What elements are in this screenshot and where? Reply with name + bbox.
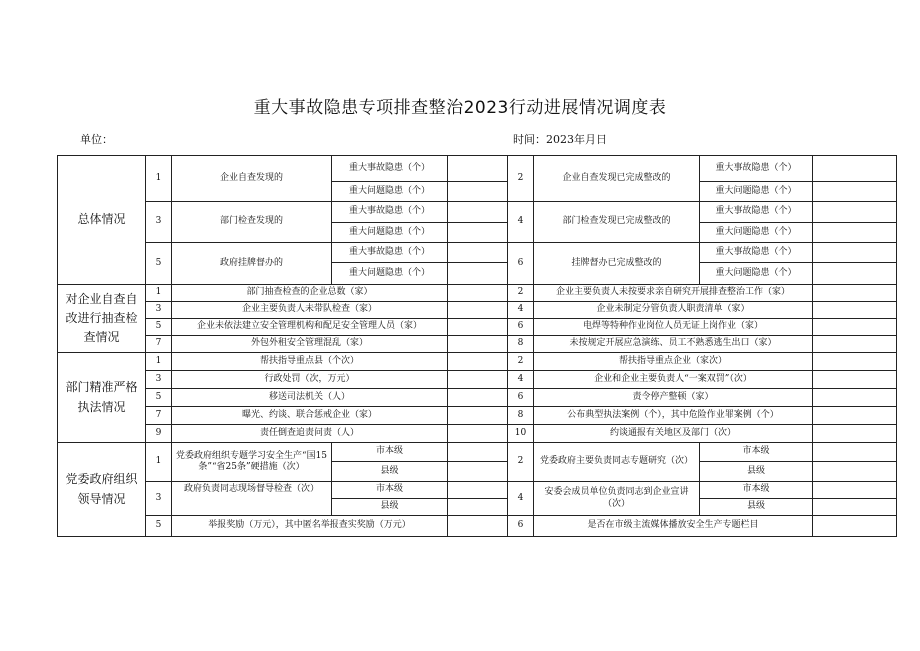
item-label: 公布典型执法案例（个），其中危险作业罪案例（个） [534, 407, 813, 425]
row-number: 1 [146, 285, 172, 302]
item-label: 责任倒查追责问责（人） [172, 425, 448, 443]
value-cell[interactable] [448, 302, 508, 319]
row-number: 6 [508, 243, 534, 285]
schedule-table [57, 155, 897, 537]
value-cell[interactable] [448, 182, 508, 202]
value-cell[interactable] [813, 482, 897, 499]
row-number: 5 [146, 319, 172, 336]
item-label: 企业自查发现已完成整改的 [534, 156, 700, 202]
value-cell[interactable] [813, 223, 897, 243]
row-number: 4 [508, 482, 534, 516]
sub-label: 重大事故隐患（个） [700, 243, 813, 263]
sub-label: 市本级 [332, 482, 448, 499]
sub-label: 重大事故隐患（个） [700, 202, 813, 223]
item-label: 电焊等特种作业岗位人员无证上岗作业（家） [534, 319, 813, 336]
page-title: 重大事故隐患专项排查整治2023行动进展情况调度表 [253, 98, 667, 118]
item-label: 部门检查发现的 [172, 202, 332, 243]
section-dept-enforcement: 部门精准严格执法情况 [58, 353, 146, 443]
sub-label: 县级 [332, 462, 448, 482]
row-number: 6 [508, 389, 534, 407]
value-cell[interactable] [448, 425, 508, 443]
time-label: 时间：2023年月日 [513, 133, 607, 146]
value-cell[interactable] [448, 499, 508, 516]
value-cell[interactable] [448, 243, 508, 263]
row-number: 4 [508, 302, 534, 319]
value-cell[interactable] [813, 389, 897, 407]
value-cell[interactable] [448, 462, 508, 482]
item-label: 企业未依法建立安全管理机构和配足安全管理人员（家） [172, 319, 448, 336]
value-cell[interactable] [448, 407, 508, 425]
value-cell[interactable] [813, 353, 897, 371]
value-cell[interactable] [813, 302, 897, 319]
sub-label: 重大事故隐患（个） [332, 156, 448, 182]
item-label: 举报奖励（万元），其中匿名举报查实奖励（万元） [172, 516, 448, 537]
value-cell[interactable] [813, 443, 897, 462]
row-number: 5 [146, 243, 172, 285]
value-cell[interactable] [813, 285, 897, 302]
value-cell[interactable] [813, 462, 897, 482]
item-label: 部门检查发现已完成整改的 [534, 202, 700, 243]
row-number: 2 [508, 285, 534, 302]
sub-label: 县级 [332, 499, 448, 516]
row-number: 1 [146, 156, 172, 202]
section-party-leadership: 党委政府组织领导情况 [58, 443, 146, 537]
value-cell[interactable] [448, 389, 508, 407]
row-number: 8 [508, 336, 534, 353]
value-cell[interactable] [813, 499, 897, 516]
value-cell[interactable] [448, 263, 508, 285]
value-cell[interactable] [813, 202, 897, 223]
value-cell[interactable] [448, 223, 508, 243]
item-label: 帮扶指导重点县（个次） [172, 353, 448, 371]
item-label: 企业未制定分管负责人职责清单（家） [534, 302, 813, 319]
value-cell[interactable] [448, 516, 508, 537]
item-label: 政府负责同志现场督导检查（次） [172, 482, 332, 516]
value-cell[interactable] [813, 319, 897, 336]
item-label: 外包外租安全管理混乱（家） [172, 336, 448, 353]
value-cell[interactable] [813, 243, 897, 263]
value-cell[interactable] [813, 336, 897, 353]
value-cell[interactable] [813, 516, 897, 537]
row-number: 3 [146, 302, 172, 319]
value-cell[interactable] [448, 336, 508, 353]
row-number: 7 [146, 407, 172, 425]
item-label: 企业主要负责人未按要求亲自研究开展排查整治工作（家） [534, 285, 813, 302]
row-number: 6 [508, 516, 534, 537]
item-label: 曝光、约谈、联合惩戒企业（家） [172, 407, 448, 425]
sub-label: 重大事故隐患（个） [332, 202, 448, 223]
value-cell[interactable] [448, 443, 508, 462]
row-number: 5 [146, 389, 172, 407]
item-label: 企业主要负责人未带队检查（家） [172, 302, 448, 319]
item-label: 挂牌督办已完成整改的 [534, 243, 700, 285]
row-number: 1 [146, 443, 172, 482]
value-cell[interactable] [813, 182, 897, 202]
row-number: 7 [146, 336, 172, 353]
section-overall: 总体情况 [58, 156, 146, 285]
unit-label: 单位： [80, 133, 113, 146]
value-cell[interactable] [813, 263, 897, 285]
row-number: 4 [508, 371, 534, 389]
value-cell[interactable] [448, 482, 508, 499]
value-cell[interactable] [448, 156, 508, 182]
row-number: 4 [508, 202, 534, 243]
row-number: 8 [508, 407, 534, 425]
sub-label: 重大问题隐患（个） [700, 182, 813, 202]
item-label: 党委政府主要负责同志专题研究（次） [534, 443, 700, 482]
row-number: 9 [146, 425, 172, 443]
value-cell[interactable] [448, 371, 508, 389]
item-label: 责令停产整顿（家） [534, 389, 813, 407]
value-cell[interactable] [813, 425, 897, 443]
value-cell[interactable] [448, 202, 508, 223]
sub-label: 市本级 [700, 482, 813, 499]
value-cell[interactable] [448, 285, 508, 302]
item-label: 是否在市级主流媒体播放安全生产专题栏目 [534, 516, 813, 537]
section-enterprise-check: 对企业自查自改进行抽查检查情况 [58, 285, 146, 353]
value-cell[interactable] [448, 353, 508, 371]
sub-label: 重大问题隐患（个） [332, 263, 448, 285]
item-label: 企业和企业主要负责人“一案双罚”（次） [534, 371, 813, 389]
row-number: 1 [146, 353, 172, 371]
sub-label: 县级 [700, 462, 813, 482]
sub-label: 重大问题隐患（个） [332, 223, 448, 243]
row-number: 2 [508, 353, 534, 371]
value-cell[interactable] [448, 319, 508, 336]
item-label: 行政处罚（次，万元） [172, 371, 448, 389]
item-label: 移送司法机关（人） [172, 389, 448, 407]
sub-label: 县级 [700, 499, 813, 516]
item-label: 企业自查发现的 [172, 156, 332, 202]
item-label: 未按规定开展应急演练、员工不熟悉逃生出口（家） [534, 336, 813, 353]
sub-label: 重大问题隐患（个） [700, 223, 813, 243]
value-cell[interactable] [813, 407, 897, 425]
sub-label: 市本级 [332, 443, 448, 462]
item-label: 部门抽查检查的企业总数（家） [172, 285, 448, 302]
item-label: 帮扶指导重点企业（家次） [534, 353, 813, 371]
row-number: 6 [508, 319, 534, 336]
row-number: 5 [146, 516, 172, 537]
row-number: 3 [146, 202, 172, 243]
row-number: 3 [146, 482, 172, 516]
row-number: 10 [508, 425, 534, 443]
row-number: 3 [146, 371, 172, 389]
item-label: 约谈通报有关地区及部门（次） [534, 425, 813, 443]
sub-label: 重大问题隐患（个） [332, 182, 448, 202]
row-number: 2 [508, 156, 534, 202]
sub-label: 重大问题隐患（个） [700, 263, 813, 285]
value-cell[interactable] [813, 156, 897, 182]
sub-label: 重大事故隐患（个） [700, 156, 813, 182]
row-number: 2 [508, 443, 534, 482]
item-label: 安委会成员单位负责同志到企业宣讲（次） [534, 482, 700, 516]
sub-label: 重大事故隐患（个） [332, 243, 448, 263]
sub-label: 市本级 [700, 443, 813, 462]
value-cell[interactable] [813, 371, 897, 389]
item-label: 党委政府组织专题学习安全生产“国15条”“省25条”硬措施（次） [172, 443, 332, 482]
item-label: 政府挂牌督办的 [172, 243, 332, 285]
